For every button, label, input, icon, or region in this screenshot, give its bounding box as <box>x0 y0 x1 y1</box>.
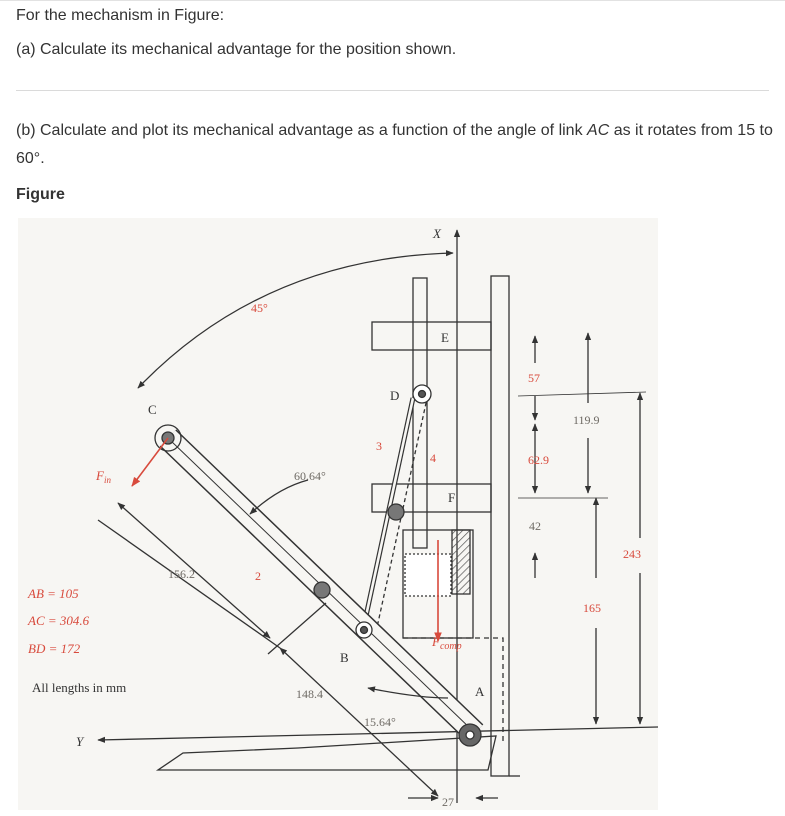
dim-27-label: 27 <box>442 795 454 809</box>
mechanism-figure <box>18 218 660 810</box>
point-d-label: D <box>390 388 400 403</box>
joint-ac-center <box>314 582 330 598</box>
section-divider <box>16 90 769 91</box>
angle-15-64-label: 15.64° <box>364 715 396 729</box>
question-part-b <box>16 117 776 173</box>
length-148-4-label: 148.4 <box>296 687 323 701</box>
point-b-label: B <box>340 650 349 665</box>
point-f-label: F <box>448 490 456 505</box>
angle-60-64-label: 60.64° <box>294 469 326 483</box>
point-a-label: A <box>475 684 485 699</box>
part-b-text: (b) Calculate and plot its mechanical advantage as a function of the angle of link <box>16 122 588 139</box>
die-hatch <box>452 530 470 594</box>
force-comp-subscript: comp <box>439 641 462 652</box>
dim-62-9-label: 62.9 <box>528 453 549 467</box>
link-2-number: 2 <box>255 569 261 583</box>
question-part-a: (a) Calculate its mechanical advantage for the position shown. <box>16 41 457 58</box>
dim-57-label: 57 <box>528 371 540 385</box>
figure-background <box>18 218 658 810</box>
angle-45-label: 45° <box>251 301 268 315</box>
dim-119-9-label: 119.9 <box>573 413 600 427</box>
dim-165-label: 165 <box>583 601 601 615</box>
force-comp-letter: F <box>432 634 440 649</box>
figure-label: Figure <box>16 186 65 203</box>
legend-note: All lengths in mm <box>32 680 127 695</box>
part-b-rest: as it rotates from 15 to 60°. <box>16 122 773 167</box>
compressed-material <box>405 554 451 596</box>
point-c-label: C <box>148 402 157 417</box>
part-b-link-name: AC <box>587 122 610 139</box>
joint-mid <box>388 504 404 520</box>
y-axis-label: Y <box>76 734 84 749</box>
x-axis-label: X <box>433 226 441 241</box>
dim-243-label: 243 <box>623 547 641 561</box>
force-in-letter: F <box>96 468 104 483</box>
question-title: For the mechanism in Figure: <box>16 7 225 24</box>
legend-ab: AB = 105 <box>28 586 79 601</box>
length-156-2-label: 156.2 <box>168 567 195 581</box>
top-divider <box>0 0 785 1</box>
legend-bd: BD = 172 <box>28 641 81 656</box>
joint-d-pin <box>419 391 426 398</box>
link-3-number: 3 <box>376 439 382 453</box>
joint-b-pin <box>361 627 368 634</box>
dim-42-label: 42 <box>529 519 541 533</box>
legend-ac: AC = 304.6 <box>28 613 90 628</box>
force-in-subscript: in <box>103 475 111 485</box>
point-e-label: E <box>441 330 449 345</box>
link-4-number: 4 <box>430 451 436 465</box>
joint-a-pin <box>466 731 474 739</box>
